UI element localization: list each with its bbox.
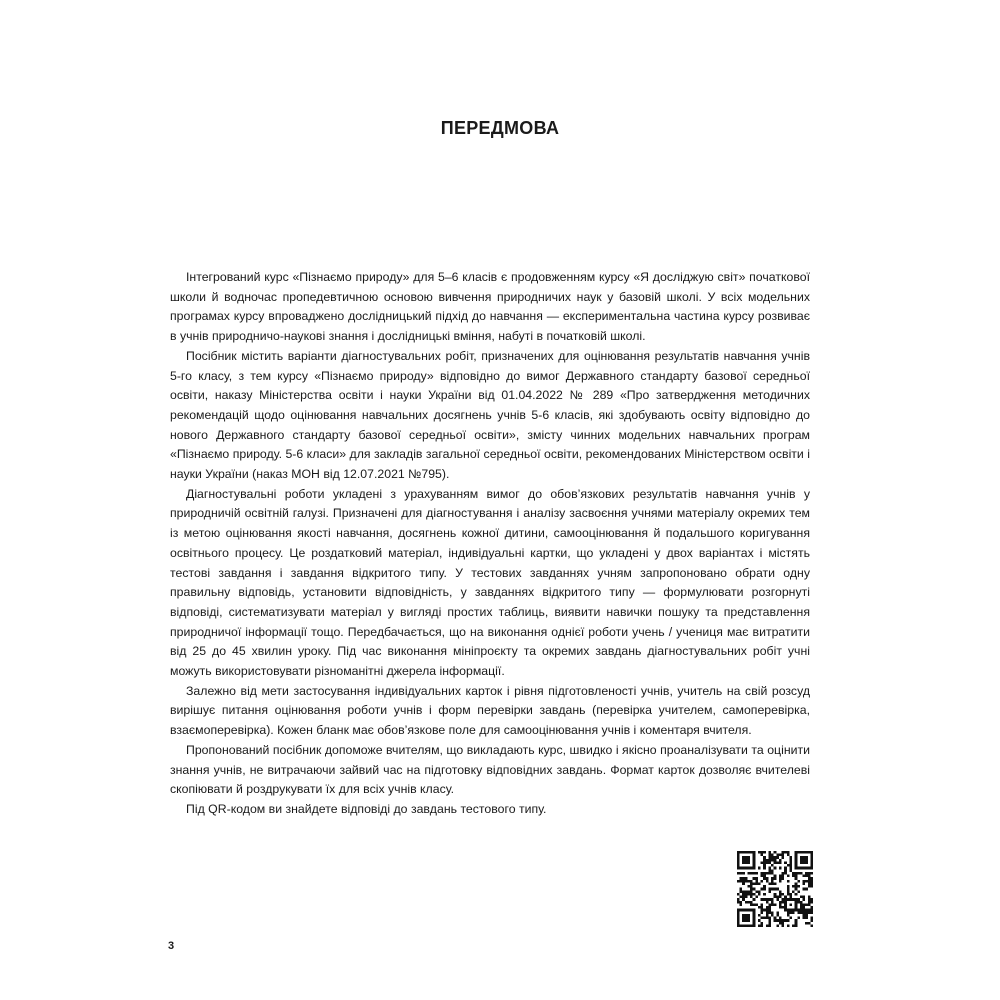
paragraph-diagnostic-works: Діагностувальні роботи укладені з урахуванням вимог до обов’язкових результатів навчання учнів у природничій освітній галузі. Призначені для діагностування і аналізу засвоєння учнями матеріалу окремих тем із метою оцінювання якості навчання, досягнень кожної дитини, самооцінювання й подальшого коригування освітнього процесу. Це роздатковий матеріал, індивідуальні картки, що укладені у двох варіантах і містять тестові завдання і завдання відкритого типу. У тестових завданнях учням запропоновано обрати одну правильну відповідь, установити відповідність, у завданнях відкритого типу — формулювати розгорнуті відповіді, систематизувати матеріал у вигляді простих таблиць, виявити навички пошуку та представлення природничої інформації тощо. Передбачається, що на виконання однієї роботи учень / учениця має витратити від 25 до 45 хвилин уроку. Під час виконання мініпроєкту та окремих завдань діагностувальних робіт учні можуть використовувати різноманітні джерела інформації. — [170, 486, 810, 679]
page-number: 3 — [168, 940, 175, 952]
paragraph-course-intro: Інтегрований курс «Пізнаємо природу» для 5–6 класів є продовженням курсу «Я досліджую світ» початкової школи й водночас пропедевтичною основою вивчення природничих наук у базовій школі. У всіх модельних програмах курсу впроваджено дослідницький підхід до навчання — експериментальна частина курсу розвиває в учнів природничо-наукові знання і дослідницькі вміння, набуті в початковій школі. — [170, 270, 810, 344]
preface-body — [170, 268, 810, 820]
page-title: ПЕРЕДМОВА — [440, 118, 560, 138]
paragraph-qr-note: Під QR-кодом ви знайдете відповіді до завдань тестового типу. — [186, 801, 547, 816]
paragraph-benefits: Пропонований посібник допоможе вчителям, що викладають курс, швидко і якісно проаналізувати та оцінити знання учнів, не витрачаючи зайвий час на підготовку відповідних завдань. Формат карток дозволяє вчителеві скопіювати й роздрукувати їх для всіх учнів класу. — [170, 742, 810, 797]
paragraph-manual-contents: Посібник містить варіанти діагностувальних робіт, призначених для оцінювання результатів навчання учнів 5-го класу, з тем курсу «Пізнаємо природу» відповідно до вимог Державного стандарту базової середньої освіти, наказу Міністерства освіти і науки України від 01.04.2022 № 289 «Про затвердження методичних рекомендацій щодо оцінювання навчальних досягнень учнів 5-6 класів, які здобувають освіту відповідно до нового Державного стандарту базової середньої освіти», змісту чинних модельних навчальних програм «Пізнаємо природу. 5-6 класи» для закладів загальної середньої освіти, рекомендованих Міністерством освіти і науки України (наказ МОН від 12.07.2021 №795). — [170, 348, 810, 482]
paragraph-assessment: Залежно від мети застосування індивідуальних карток і рівня підготовленості учнів, учитель на свій розсуд вирішує питання оцінювання роботи учнів і форм перевірки завдань (перевірка учителем, самоперевірка, взаємоперевірка). Кожен бланк має обов’язкове поле для самооцінювання учнів і коментаря вчителя. — [170, 683, 810, 738]
qr-code-icon[interactable] — [737, 851, 813, 927]
